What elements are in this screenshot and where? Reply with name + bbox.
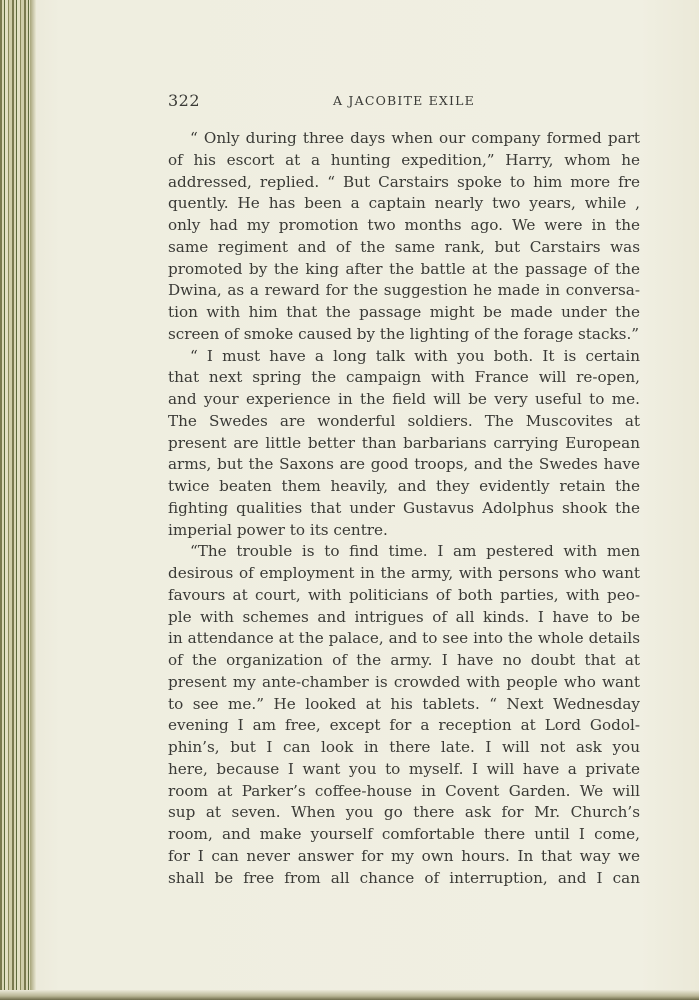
text-line: evening I am free, except for a reception at Lord Godol- bbox=[168, 716, 640, 735]
text-line: of the organization of the army. I have no doubt that at bbox=[168, 651, 640, 669]
text-line: same regiment and of the same rank, but Carstairs was bbox=[168, 237, 640, 256]
text-line: “ I must have a long talk with you both. It is certain bbox=[190, 346, 640, 365]
gutter-shadow bbox=[30, 0, 36, 1000]
page-bottom-edge bbox=[0, 990, 699, 1000]
text-line: present are little better than barbarians carrying European bbox=[168, 433, 640, 452]
text-line: that next spring the campaign with France will re-open, bbox=[168, 368, 640, 387]
text-line: fighting qualities that under Gustavus Adolphus shook the bbox=[168, 498, 640, 517]
text-line: room at Parker’s coffee-house in Covent Garden. We will bbox=[168, 781, 640, 800]
text-line: to see me.” He looked at his tablets. “ Next Wednesday bbox=[168, 694, 640, 713]
text-line: room, and make yourself comfortable there until I come, bbox=[168, 825, 640, 843]
book-spine-gutter bbox=[0, 0, 34, 1000]
text-line: favours at court, with politicians of both parties, with peo- bbox=[168, 585, 640, 604]
running-title: A JACOBITE EXILE bbox=[333, 93, 475, 108]
text-line: promoted by the king after the battle at the passage of the bbox=[168, 259, 640, 278]
text-line: Dwina, as a reward for the suggestion he made in conversa- bbox=[168, 281, 640, 300]
text-line: for I can never answer for my own hours. In that way we bbox=[168, 846, 640, 865]
body-text bbox=[168, 128, 640, 889]
text-line: shall be free from all chance of interruption, and I can bbox=[168, 868, 640, 887]
text-line: arms, but the Saxons are good troops, and the Swedes have bbox=[168, 455, 640, 474]
text-line: twice beaten them heavily, and they evidently retain the bbox=[168, 477, 640, 495]
text-line: desirous of employment in the army, with persons who want bbox=[168, 564, 640, 582]
text-line: quently. He has been a captain nearly two years, while , bbox=[168, 194, 640, 213]
text-line: addressed, replied. “ But Carstairs spoke to him more fre bbox=[168, 172, 640, 191]
text-line: sup at seven. When you go there ask for Mr. Church’s bbox=[168, 803, 640, 822]
text-line: tion with him that the passage might be made under the bbox=[168, 303, 640, 321]
running-head bbox=[168, 91, 640, 111]
text-line: present my ante-chamber is crowded with people who want bbox=[168, 672, 640, 691]
text-line: screen of smoke caused by the lighting of the forage stacks.” bbox=[168, 324, 640, 343]
text-line: “The trouble is to find time. I am pestered with men bbox=[190, 542, 640, 561]
text-line: “ Only during three days when our company formed part bbox=[190, 129, 640, 147]
text-line: only had my promotion two months ago. We were in the bbox=[168, 216, 640, 234]
text-line: phin’s, but I can look in there late. I will not ask you bbox=[168, 738, 640, 756]
text-line: here, because I want you to myself. I will have a private bbox=[168, 759, 640, 778]
text-line: imperial power to its centre. bbox=[168, 520, 388, 539]
text-line: in attendance at the palace, and to see into the whole details bbox=[168, 629, 640, 648]
text-line: ple with schemes and intrigues of all kinds. I have to be bbox=[168, 607, 640, 626]
page-number: 322 bbox=[168, 91, 201, 110]
text-line: of his escort at a hunting expedition,” Harry, whom he bbox=[168, 150, 640, 169]
text-line: The Swedes are wonderful soldiers. The Muscovites at bbox=[168, 411, 640, 430]
text-line: and your experience in the field will be very useful to me. bbox=[168, 390, 640, 408]
